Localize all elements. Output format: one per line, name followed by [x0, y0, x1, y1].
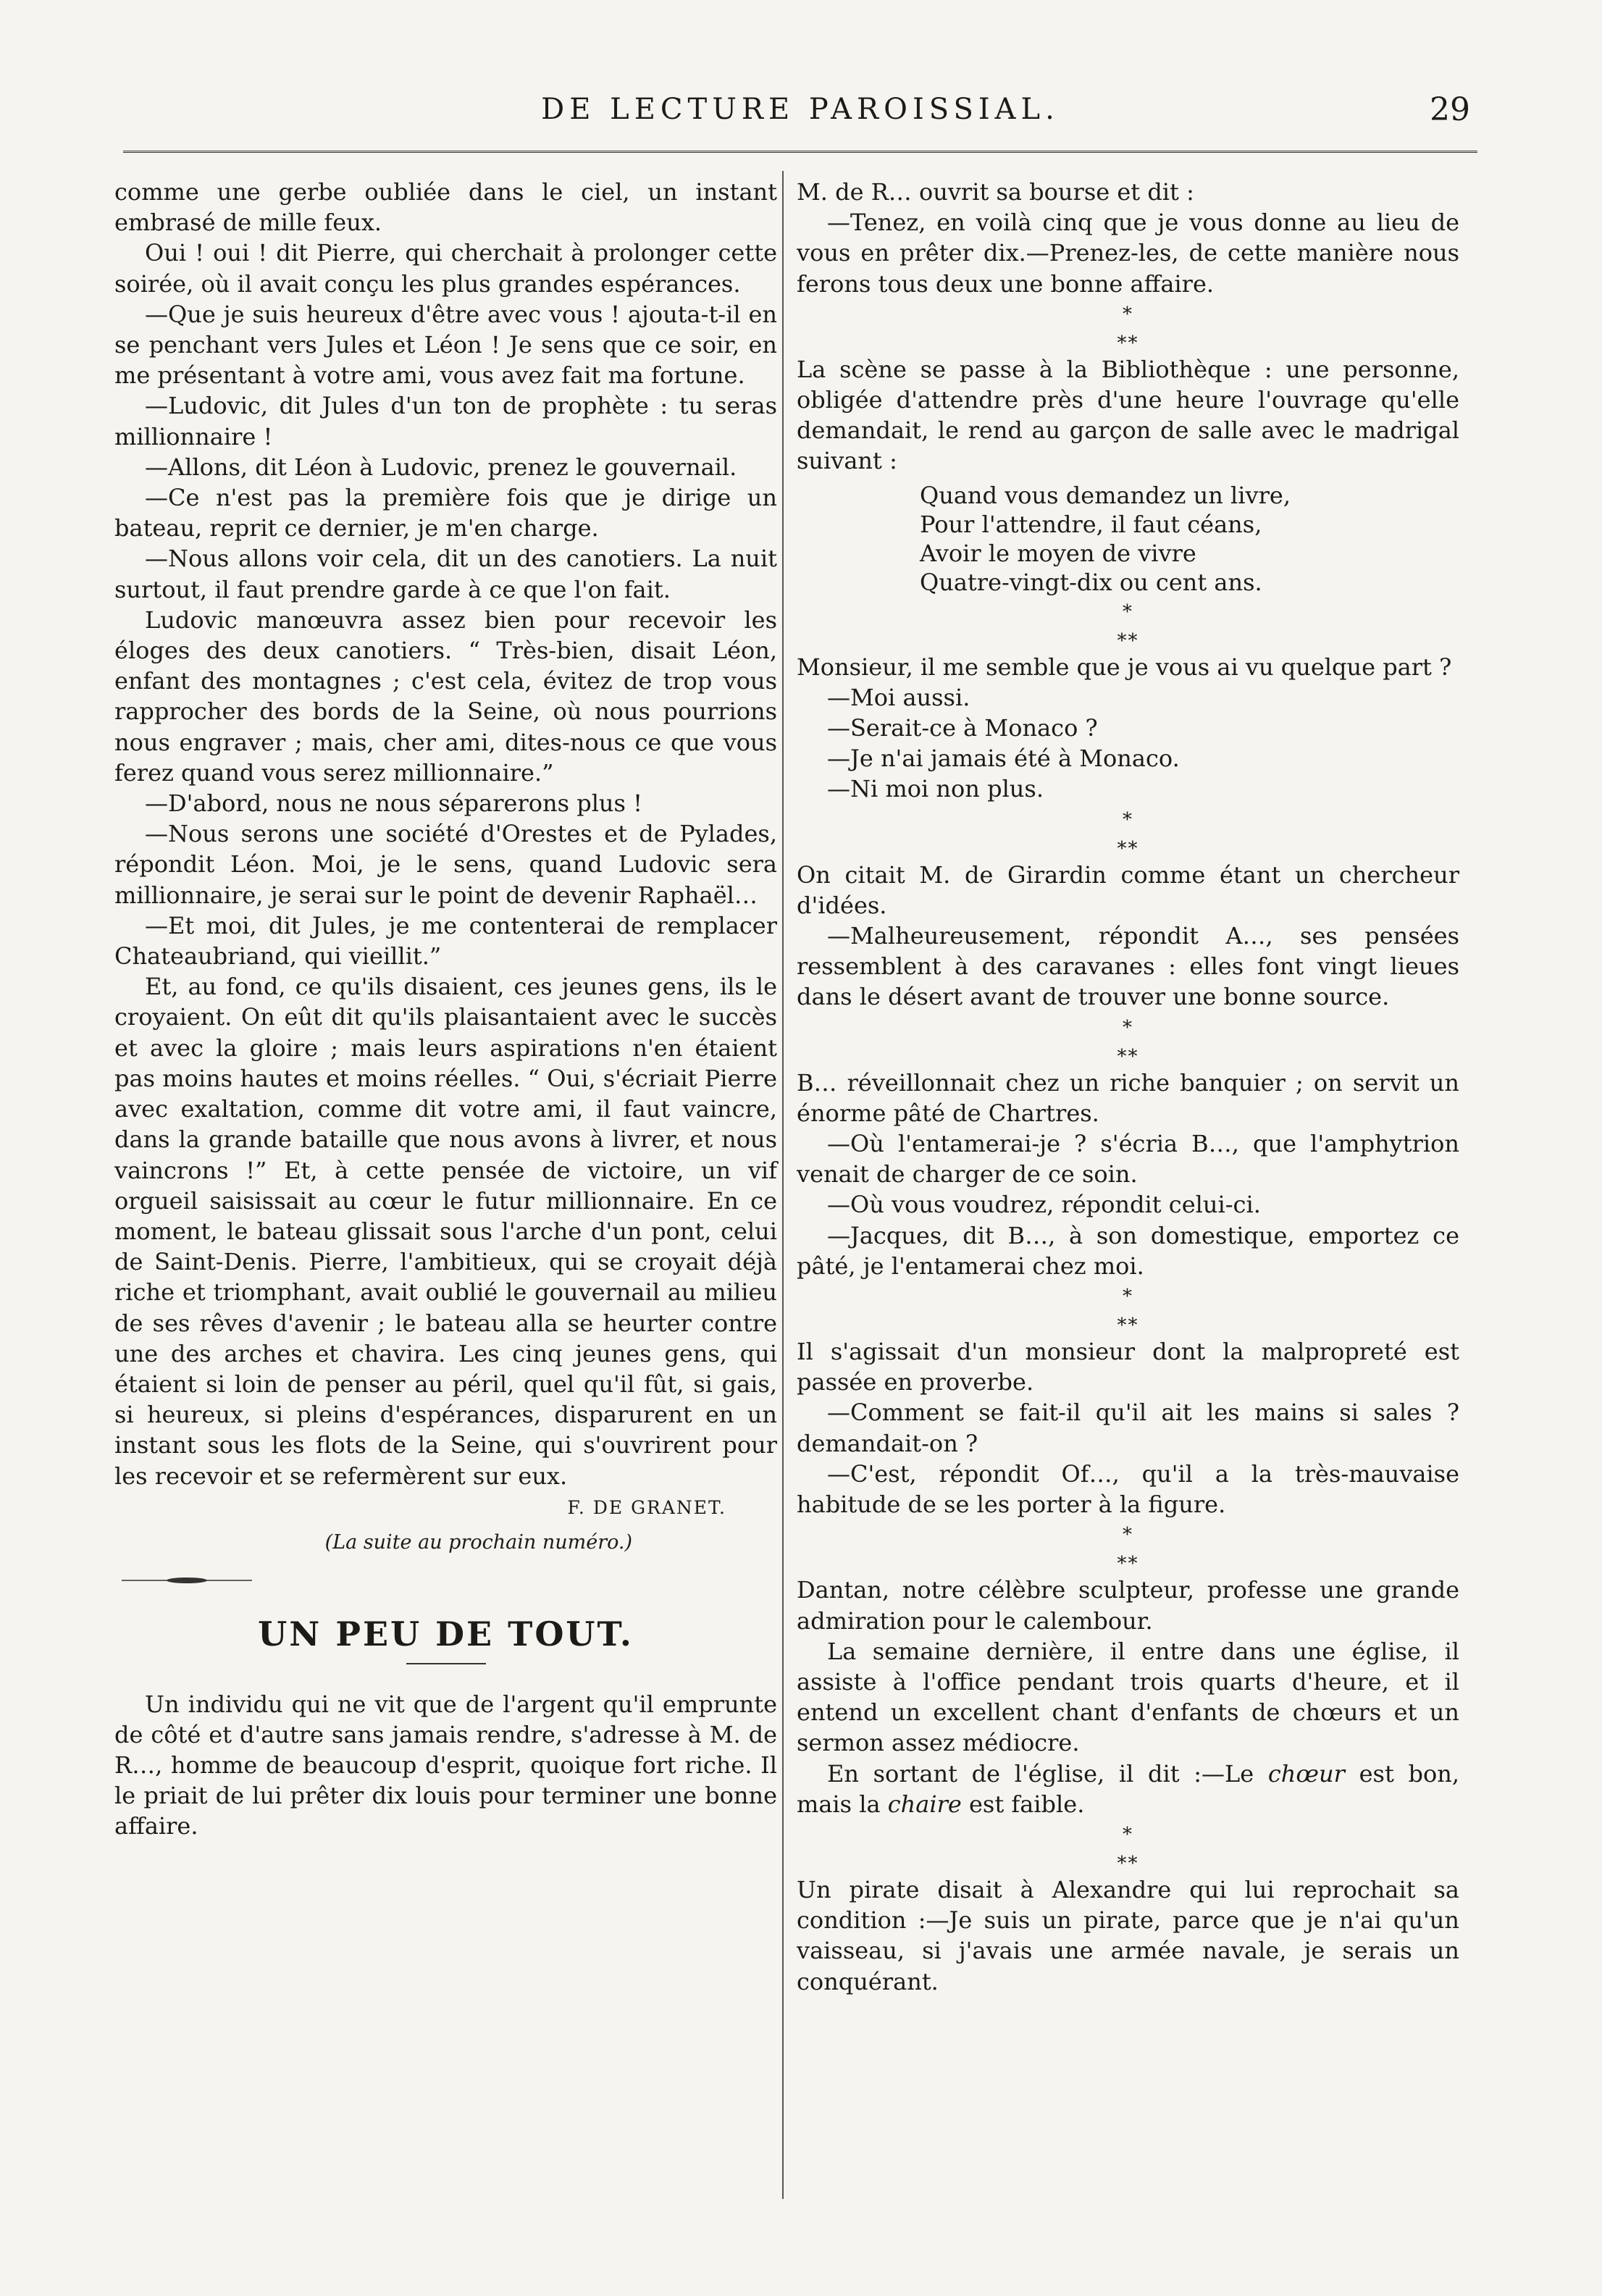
story-paragraph: —Allons, dit Léon à Ludovic, prenez le gouvernail. — [145, 453, 737, 481]
page-number: 29 — [1430, 91, 1470, 128]
asterism-divider: * ** — [1117, 303, 1139, 354]
anecdote-paragraph: —Je n'ai jamais été à Monaco. — [827, 745, 1180, 773]
anecdote-paragraph: Il s'agissait d'un monsieur dont la malpropreté est passée en proverbe. — [797, 1338, 1459, 1396]
anecdote-paragraph: —Tenez, en voilà cinq que je vous donne au lieu de vous en prêter dix.—Prenez-les, de cette manière nous ferons tous deux une bonne affaire. — [797, 209, 1459, 298]
anecdote-paragraph: —Où vous voudrez, répondit celui-ci. — [827, 1191, 1261, 1219]
anecdote-paragraph: En sortant de l'église, il dit :—Le chœur est bon, mais la chaire est faible. — [797, 1759, 1460, 1818]
story-paragraph: —Ce n'est pas la première fois que je dirige un bateau, reprit ce dernier, je m'en charge. — [114, 484, 777, 542]
author-signature: F. DE GRANET. — [567, 1496, 726, 1518]
pun-word: chaire — [887, 1790, 962, 1818]
anecdote-paragraph: La semaine dernière, il entre dans une église, il assiste à l'office pendant trois quarts d'heure, et il entend un excellent chant d'enfants de chœurs et un sermon assez médiocre. — [797, 1637, 1459, 1757]
asterism-divider: * ** — [1117, 1286, 1139, 1337]
anecdote-paragraph: Un individu qui ne vit que de l'argent qu'il emprunte de côté et d'autre sans jamais rendre, s'adresse à M. de R…, homme de beaucoup d'esprit, quoique fort riche. Il le priait de lui prêter dix louis pour terminer une bonne affaire. — [114, 1690, 777, 1840]
anecdote-paragraph: Dantan, notre célèbre sculpteur, professe une grande admiration pour le calembour. — [797, 1576, 1459, 1635]
story-paragraph: —D'abord, nous ne nous séparerons plus ! — [145, 789, 642, 818]
verse-line: Avoir le moyen de vivre — [920, 539, 1196, 567]
anecdote-paragraph: B… réveillonnait chez un riche banquier ; on servit un énorme pâté de Chartres. — [797, 1068, 1459, 1127]
anecdote-paragraph: Un pirate disait à Alexandre qui lui reprochait sa condition :—Je suis un pirate, parce que je n'ai qu'un vaisseau, si j'avais une armée navale, je serais un conquérant. — [797, 1875, 1459, 1995]
anecdote-paragraph: —Moi aussi. — [827, 683, 970, 711]
to-be-continued-note: (La suite au prochain numéro.) — [324, 1530, 632, 1554]
story-paragraph: —Nous serons une société d'Orestes et de Pylades, répondit Léon. Moi, je le sens, quand Ludovic sera millionnaire, je serai sur le point de devenir Raphaël… — [114, 820, 777, 909]
header-rule — [123, 151, 1477, 153]
anecdote-paragraph: —C'est, répondit Of…, qu'il a la très-mauvaise habitude de se les porter à la figure. — [797, 1459, 1459, 1519]
story-paragraph: —Nous allons voir cela, dit un des canotiers. La nuit surtout, il faut prendre garde à ce que l'on fait. — [114, 545, 777, 603]
asterism-divider: * ** — [1117, 1016, 1139, 1068]
story-paragraph: Et, au fond, ce qu'ils disaient, ces jeunes gens, ils le croyaient. On eût dit qu'ils plaisantaient avec le succès et avec la gloire ; mais leurs aspirations n'en étaient pas moins hautes et moins réelles. “ Oui, s'écriait Pierre avec exaltation, comme dit votre ami, il faut vaincre, dans la grande bataille que nous avons à livrer, et nous vaincrons !” Et, à cette pensée de victoire, un vif orgueil saisissait au cœur le futur millionnaire. En ce moment, le bateau glissait sous l'arche d'un pont, celui de Saint-Denis. Pierre, l'ambitieux, qui se croyait déjà riche et triomphant, avait oublié le gouvernail au milieu de ses rêves d'avenir ; le bateau alla se heurter contre une des arches et chavira. Les cinq jeunes gens, qui étaient si loin de penser au péril, quel qu'il fût, si gais, si heureux, si pleins d'espérances, disparurent en un instant sous les flots de la Seine, qui s'ouvrirent pour les recevoir et se refermèrent sur eux. — [114, 973, 777, 1490]
left-column — [114, 177, 777, 1842]
short-rule — [406, 1663, 486, 1664]
section-title: UN PEU DE TOUT. — [258, 1614, 634, 1654]
verse-line: Quand vous demandez un livre, — [920, 481, 1291, 509]
story-paragraph: comme une gerbe oubliée dans le ciel, un instant embrasé de mille feux. — [114, 178, 777, 237]
anecdote-paragraph: —Jacques, dit B…, à son domestique, emportez ce pâté, je l'entamerai chez moi. — [797, 1221, 1459, 1280]
anecdote-paragraph: —Malheureusement, répondit A…, ses pensées ressemblent à des caravanes : elles font vingt lieues dans le désert avant de trouver une bonne source. — [797, 922, 1459, 1011]
anecdote-paragraph: —Comment se fait-il qu'il ait les mains si sales ? demandait-on ? — [797, 1399, 1459, 1457]
anecdote-paragraph: —Où l'entamerai-je ? s'écria B…, que l'amphytrion venait de charger de ce soin. — [797, 1130, 1459, 1189]
anecdote-paragraph: Monsieur, il me semble que je vous ai vu quelque part ? — [797, 653, 1452, 681]
verse-line: Quatre-vingt-dix ou cent ans. — [920, 568, 1262, 596]
story-paragraph: Ludovic manœuvra assez bien pour recevoir les éloges des deux canotiers. “ Très-bien, disait Léon, enfant des montagnes ; c'est cela, évitez de trop vous rapprocher des bords de la Seine, où nous pourrions nous engraver ; mais, cher ami, dites-nous ce que vous ferez quand vous serez millionnaire.” — [114, 606, 777, 787]
anecdote-paragraph: —Ni moi non plus. — [827, 775, 1044, 803]
page-header — [123, 87, 1477, 145]
anecdote-paragraph: La scène se passe à la Bibliothèque : une personne, obligée d'attendre près d'une heure l'ouvrage qu'elle demandait, le rend au garçon de salle avec le madrigal suivant : — [797, 355, 1459, 475]
story-paragraph: —Que je suis heureux d'être avec vous ! ajouta-t-il en se penchant vers Jules et Léon ! Je sens que ce soir, en me présentant à votre ami, vous avez fait ma fortune. — [114, 300, 777, 390]
anecdote-paragraph: On citait M. de Girardin comme étant un chercheur d'idées. — [797, 860, 1459, 919]
running-title: DE LECTURE PAROISSIAL. — [541, 93, 1060, 126]
ornament-divider — [114, 1575, 259, 1585]
column-divider — [782, 171, 784, 2199]
right-column — [797, 177, 1459, 1997]
anecdote-paragraph: M. de R… ouvrit sa bourse et dit : — [797, 178, 1194, 206]
pun-word: chœur — [1267, 1759, 1345, 1788]
asterism-divider: * ** — [1117, 1823, 1139, 1874]
verse-line: Pour l'attendre, il faut céans, — [920, 510, 1262, 538]
asterism-divider: * ** — [1117, 808, 1139, 860]
asterism-divider: * ** — [1117, 600, 1139, 652]
asterism-divider: * ** — [1117, 1524, 1139, 1575]
madrigal-verse — [797, 481, 1459, 597]
story-paragraph: —Ludovic, dit Jules d'un ton de prophète : tu seras millionnaire ! — [114, 392, 777, 451]
story-paragraph: —Et moi, dit Jules, je me contenterai de remplacer Chateaubriand, qui vieillit.” — [114, 911, 777, 971]
anecdote-paragraph: —Serait-ce à Monaco ? — [827, 714, 1098, 742]
story-paragraph: Oui ! oui ! dit Pierre, qui cherchait à prolonger cette soirée, où il avait conçu les plus grandes espérances. — [114, 239, 777, 298]
